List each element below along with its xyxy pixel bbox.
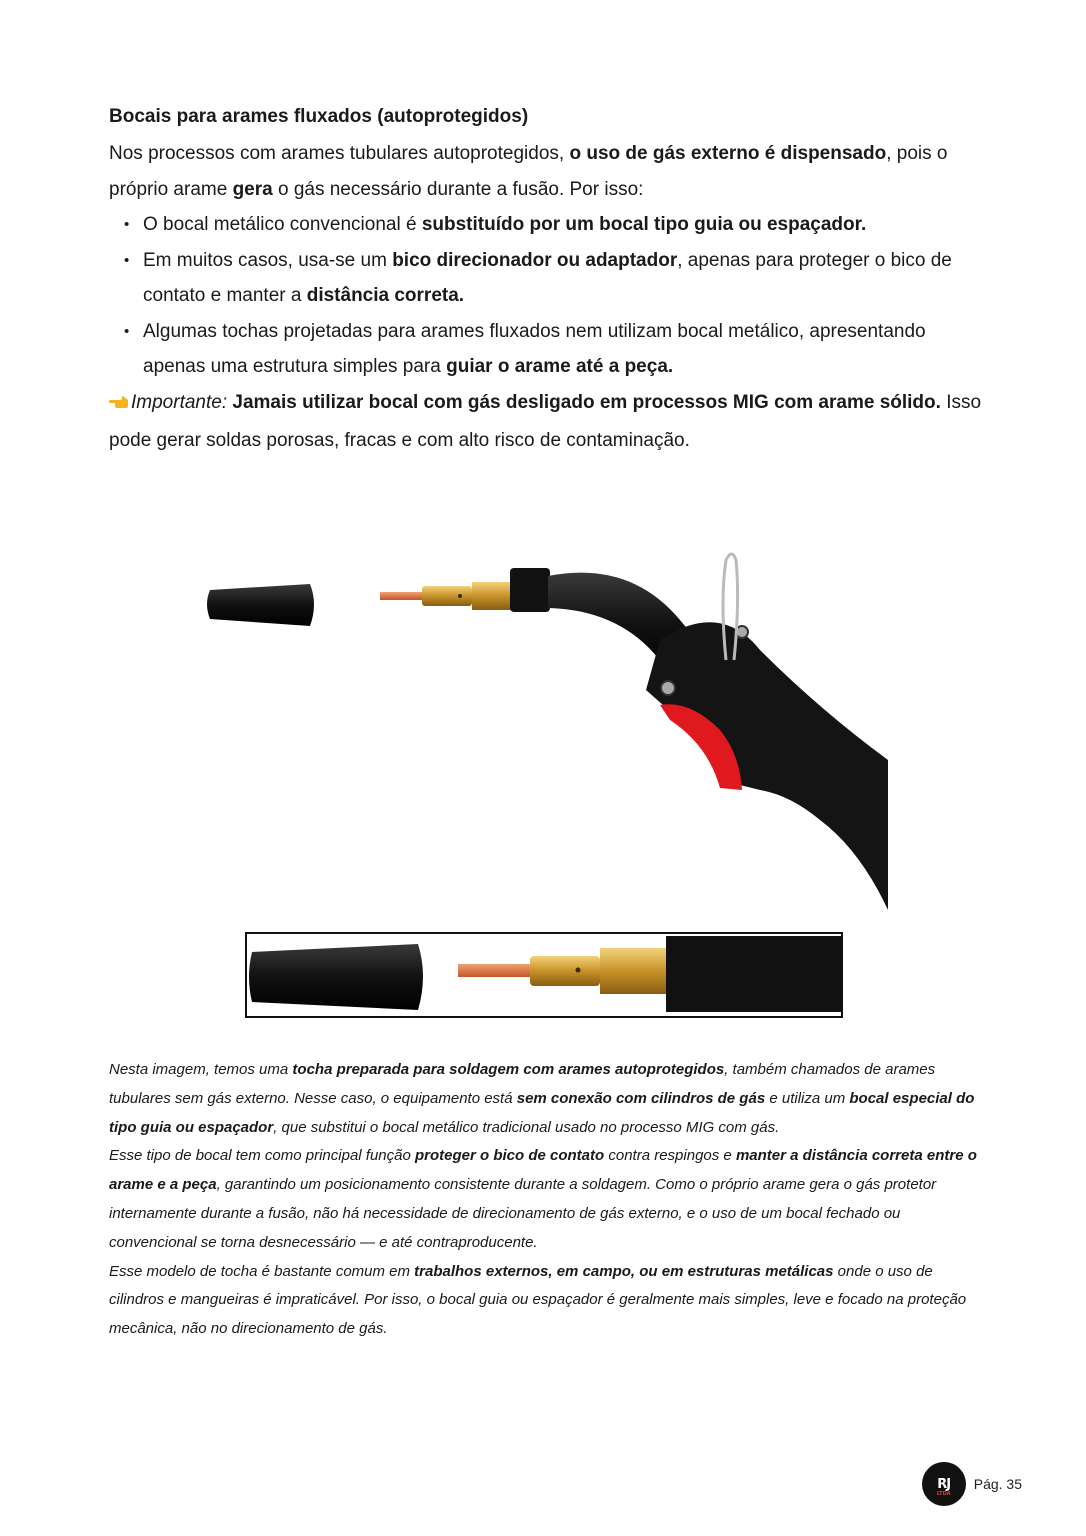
page-number: Pág. 35 bbox=[973, 1476, 1022, 1492]
caption-paragraph bbox=[109, 1258, 989, 1344]
bullet-text: O bocal metálico convencional é bbox=[143, 214, 422, 235]
list-item bbox=[109, 243, 989, 314]
caption-text: onde o uso de cilindros e mangueiras é impraticável. Por isso, o bocal guia ou espaçador é geralmente mais simples, leve e focado na proteção mecânica, não no direcionamento de gás. bbox=[109, 1262, 967, 1338]
image-caption bbox=[109, 1056, 989, 1344]
bullet-text: Algumas tochas projetadas para arames fluxados nem utilizam bocal metálico, apresentando apenas uma estrutura simples para bbox=[143, 320, 926, 377]
page-footer bbox=[922, 1461, 1022, 1507]
note-bold: Jamais utilizar bocal com gás desligado em processos MIG com arame sólido. bbox=[232, 392, 941, 413]
caption-text: , garantindo um posicionamento consistente durante a soldagem. Como o próprio arame gera o gás protetor internamente durante a fusão, não há necessidade de direcionamento de gás externo, e o uso de um bocal fechado ou convencional se torna desnecessário — e até contraproducente. bbox=[109, 1176, 937, 1251]
caption-text: Esse tipo de bocal tem como principal função bbox=[109, 1147, 415, 1165]
caption-bold: manter a distância correta entre o arame e a peça bbox=[109, 1147, 977, 1194]
intro-text-1: Nos processos com arames tubulares autoprotegidos, bbox=[109, 143, 570, 164]
intro-paragraph bbox=[109, 136, 989, 207]
note-text: Isso pode gerar soldas porosas, fracas e com alto risco de contaminação. bbox=[109, 392, 982, 451]
caption-bold: proteger o bico de contato bbox=[415, 1147, 605, 1165]
bullet-text: , apenas para proteger o bico de contato e manter a bbox=[143, 249, 952, 306]
bullet-dot-icon: • bbox=[124, 251, 130, 269]
intro-bold-2: gera bbox=[232, 178, 273, 200]
caption-bold: sem conexão com cilindros de gás bbox=[516, 1089, 766, 1107]
bullet-bold: guiar o arame até a peça. bbox=[446, 356, 674, 377]
bullet-dot-icon: • bbox=[124, 322, 130, 340]
caption-text: , que substitui o bocal metálico tradicional usado no processo MIG com gás. bbox=[273, 1118, 780, 1136]
bullet-text: Em muitos casos, usa-se um bbox=[143, 249, 393, 271]
logo-subtext: LTDA bbox=[936, 1491, 951, 1497]
caption-bold: bocal especial do tipo guia ou espaçador bbox=[109, 1089, 975, 1136]
caption-paragraph bbox=[109, 1056, 989, 1142]
caption-text: Esse modelo de tocha é bastante comum em bbox=[109, 1262, 415, 1280]
bullet-bold: substituído por um bocal tipo guia ou espaçador. bbox=[421, 214, 867, 235]
pointing-hand-icon bbox=[109, 387, 131, 423]
bullet-dot-icon: • bbox=[124, 216, 130, 233]
logo-text: RJ bbox=[937, 1476, 951, 1492]
caption-bold: trabalhos externos, em campo, ou em estruturas metálicas bbox=[414, 1262, 834, 1280]
caption-paragraph bbox=[109, 1142, 989, 1257]
caption-text: e utiliza um bbox=[765, 1089, 850, 1107]
mig-torch-image bbox=[160, 540, 900, 1040]
bullet-bold: bico direcionador ou adaptador bbox=[392, 249, 678, 271]
bullet-bold: distância correta. bbox=[306, 285, 465, 306]
company-logo bbox=[922, 1462, 966, 1506]
intro-text-2: , pois o próprio arame bbox=[109, 143, 948, 200]
caption-text: contra respingos e bbox=[604, 1147, 736, 1165]
caption-text: Nesta imagem, temos uma bbox=[109, 1061, 293, 1078]
important-note bbox=[109, 385, 989, 458]
intro-text-3: o gás necessário durante a fusão. Por isso: bbox=[272, 178, 644, 200]
note-label: Importante: bbox=[131, 392, 228, 413]
list-item bbox=[109, 207, 989, 243]
caption-bold: tocha preparada para soldagem com arames autoprotegidos bbox=[292, 1061, 725, 1078]
list-item bbox=[109, 314, 989, 385]
bullet-list bbox=[109, 207, 989, 385]
caption-text: , também chamados de arames tubulares sem gás externo. Nesse caso, o equipamento está bbox=[109, 1061, 936, 1107]
section-heading: Bocais para arames fluxados (autoprotegidos) bbox=[109, 106, 529, 127]
intro-bold-1: o uso de gás externo é dispensado bbox=[569, 143, 887, 164]
